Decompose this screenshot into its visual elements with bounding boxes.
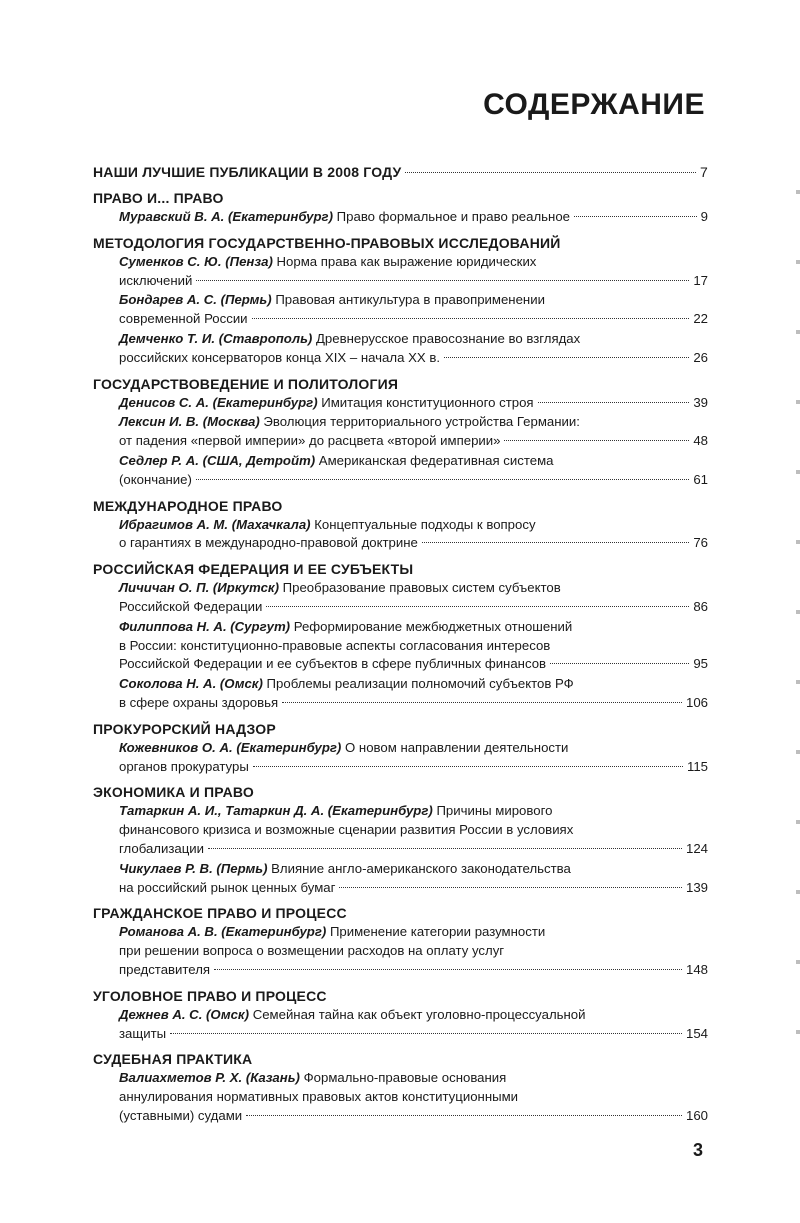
toc-section xyxy=(93,189,708,227)
entry-title-text: Применение категории разумности xyxy=(329,924,546,940)
dot-leader xyxy=(208,848,682,849)
entry-title-text: Преобразование правовых систем субъектов xyxy=(282,580,561,596)
page-ref: 124 xyxy=(685,840,708,856)
entry-title-text: Норма права как выражение юридических xyxy=(276,253,537,269)
toc-section xyxy=(93,1050,708,1125)
entry-text xyxy=(119,676,574,691)
section-heading: ГОСУДАРСТВОВЕДЕНИЕ И ПОЛИТОЛОГИЯ xyxy=(93,375,399,392)
entry-title-text: представителя xyxy=(119,961,211,977)
entry-author: Кожевников О. А. (Екатеринбург) xyxy=(119,739,342,755)
toc-entry xyxy=(119,739,708,777)
toc-entry xyxy=(119,253,708,291)
entry-line xyxy=(119,310,708,329)
entry-text xyxy=(119,740,568,755)
entry-line xyxy=(119,598,708,617)
entry-line xyxy=(119,694,708,713)
entry-title-text: Право формальное и право реальное xyxy=(336,209,570,224)
entry-title-text: на российский рынок ценных бумаг xyxy=(119,879,336,895)
entry-text xyxy=(119,655,546,674)
entry-author: Личичан О. П. (Иркутск) xyxy=(119,580,279,596)
entry-title-text: глобализации xyxy=(119,840,205,856)
toc-section xyxy=(93,163,708,182)
entry-line xyxy=(119,942,708,961)
dot-leader xyxy=(253,766,683,767)
entry-title-text: Российской Федерации и ее субъектов в сфере публичных финансов xyxy=(119,656,547,672)
entry-line xyxy=(119,349,708,368)
entry-line xyxy=(119,330,708,349)
entry-text xyxy=(119,310,248,329)
entry-line xyxy=(119,840,708,859)
entry-title-text: Американская федеративная система xyxy=(318,452,554,468)
entry-title-text: в сфере охраны здоровья xyxy=(119,694,279,710)
entry-line xyxy=(119,208,708,227)
entry-line xyxy=(119,534,708,553)
section-entries xyxy=(93,923,708,979)
section-entries xyxy=(93,394,708,490)
entry-line xyxy=(119,452,708,471)
toc-entry xyxy=(119,1006,708,1044)
entry-line xyxy=(119,1069,708,1088)
page-ref: 115 xyxy=(686,758,708,774)
entry-author: Суменков С. Ю. (Пенза) xyxy=(119,253,273,269)
entry-text xyxy=(119,598,262,617)
entry-text xyxy=(119,254,536,269)
dot-leader xyxy=(339,887,682,888)
entry-author: Муравский В. А. (Екатеринбург) xyxy=(119,209,333,224)
toc-entry xyxy=(119,330,708,368)
toc-section xyxy=(93,560,708,713)
entry-line xyxy=(119,471,708,490)
page-ref: 61 xyxy=(693,471,708,487)
entry-line xyxy=(119,1025,708,1044)
toc-entry xyxy=(119,802,708,858)
section-heading: ПРОКУРОРСКИЙ НАДЗОР xyxy=(93,720,276,737)
entry-line xyxy=(119,1107,708,1126)
entry-text xyxy=(119,840,204,859)
section-heading: СУДЕБНАЯ ПРАКТИКА xyxy=(93,1051,253,1068)
section-heading: ПРАВО И... ПРАВО xyxy=(93,190,224,206)
section-entries xyxy=(93,253,708,368)
dot-leader xyxy=(538,402,690,403)
entry-line xyxy=(119,516,708,535)
entry-line xyxy=(119,637,708,656)
dot-leader xyxy=(214,969,682,970)
entry-author: Дежнев А. С. (Омск) xyxy=(119,1006,250,1022)
entry-text xyxy=(119,208,570,227)
dot-leader xyxy=(282,702,682,703)
page-ref: 48 xyxy=(693,433,708,449)
section-entries xyxy=(93,802,708,897)
toc-entry xyxy=(119,452,708,490)
dot-leader xyxy=(550,663,689,664)
entry-text xyxy=(119,349,440,368)
entry-title-text: Проблемы реализации полномочий субъектов РФ xyxy=(266,676,574,692)
entry-line xyxy=(119,879,708,898)
entry-title-text: (уставными) судами xyxy=(119,1107,243,1123)
section-entries xyxy=(93,208,708,227)
dot-leader xyxy=(422,542,689,543)
toc-entry xyxy=(119,675,708,713)
entry-title-text: О новом направлении деятельности xyxy=(344,739,569,755)
dot-leader xyxy=(196,280,689,281)
toc-entry xyxy=(119,579,708,617)
entry-line xyxy=(119,253,708,272)
entry-line xyxy=(119,923,708,942)
entry-line xyxy=(119,1088,708,1107)
entry-title-text: исключений xyxy=(119,272,193,288)
entry-text xyxy=(119,943,504,958)
dot-leader xyxy=(266,606,689,607)
entry-text xyxy=(119,517,536,532)
entry-author: Бондарев А. С. (Пермь) xyxy=(119,292,272,308)
entry-author: Седлер Р. А. (США, Детройт) xyxy=(119,452,316,468)
toc-entry xyxy=(119,860,708,898)
entry-title-text: Древнерусское правосознание во взглядах xyxy=(315,330,581,346)
section-entries xyxy=(93,739,708,777)
toc-section xyxy=(93,234,708,368)
entry-line xyxy=(119,860,708,879)
entry-author: Валиахметов Р. Х. (Казань) xyxy=(119,1070,300,1086)
page-ref: 106 xyxy=(685,694,708,710)
dot-leader xyxy=(444,357,689,358)
entry-line xyxy=(119,394,708,413)
entry-text xyxy=(119,1107,242,1126)
page-ref: 154 xyxy=(685,1025,708,1041)
toc-entry xyxy=(119,1069,708,1125)
dot-leader xyxy=(574,216,697,217)
entry-text xyxy=(119,534,418,553)
dot-leader xyxy=(504,440,689,441)
entry-text xyxy=(119,694,278,713)
page-ref: 95 xyxy=(693,656,708,672)
entry-author: Лексин И. В. (Москва) xyxy=(119,414,260,430)
entry-text xyxy=(119,414,580,429)
entry-text xyxy=(119,638,550,653)
page-ref: 160 xyxy=(685,1107,708,1123)
entry-author: Ибрагимов А. М. (Махачкала) xyxy=(119,516,311,532)
toc-section xyxy=(93,375,708,490)
entry-text xyxy=(119,432,500,451)
entry-title-text: Причины мирового xyxy=(436,803,553,819)
section-entries xyxy=(93,1006,708,1044)
entry-line xyxy=(119,821,708,840)
entry-title-text: Имитация конституционного строя xyxy=(321,394,534,410)
entry-line xyxy=(119,1006,708,1025)
entry-line xyxy=(119,618,708,637)
entry-title-text: при решении вопроса о возмещении расходов на оплату услуг xyxy=(119,943,505,959)
entry-title-text: о гарантиях в международно-правовой доктрине xyxy=(119,535,418,551)
dot-leader xyxy=(252,318,690,319)
section-heading: УГОЛОВНОЕ ПРАВО И ПРОЦЕСС xyxy=(93,987,327,1004)
entry-text xyxy=(119,961,210,980)
page-title: СОДЕРЖАНИЕ xyxy=(483,88,705,121)
entry-title-text: современной России xyxy=(119,311,248,327)
entry-line xyxy=(119,675,708,694)
section-heading: ЭКОНОМИКА И ПРАВО xyxy=(93,784,254,801)
entry-title-text: (окончание) xyxy=(119,471,192,487)
page-ref: 22 xyxy=(693,311,708,327)
dot-leader xyxy=(246,1115,682,1116)
entry-line xyxy=(119,579,708,598)
entry-author: Татаркин А. И., Татаркин Д. А. (Екатеринбург) xyxy=(119,803,433,819)
entry-text xyxy=(119,1089,518,1104)
section-heading: МЕТОДОЛОГИЯ ГОСУДАРСТВЕННО-ПРАВОВЫХ ИССЛЕДОВАНИЙ xyxy=(93,234,561,251)
entry-text xyxy=(119,1070,506,1085)
section-heading: МЕЖДУНАРОДНОЕ ПРАВО xyxy=(93,497,283,514)
entry-line xyxy=(119,758,708,777)
entry-line xyxy=(119,961,708,980)
entry-title-text: защиты xyxy=(119,1025,167,1041)
entry-title-text: органов прокуратуры xyxy=(119,758,249,774)
entry-title-text: Правовая антикультура в правоприменении xyxy=(275,292,545,308)
entry-text xyxy=(119,924,545,939)
page-ref: 86 xyxy=(693,598,708,614)
entry-line xyxy=(119,655,708,674)
entry-title-text: финансового кризиса и возможные сценарии развития России в условиях xyxy=(119,822,574,838)
toc-entry xyxy=(119,394,708,413)
page-ref: 139 xyxy=(685,879,708,895)
entry-title-text: в России: конституционно-правовые аспекты согласования интересов xyxy=(119,637,551,653)
entry-text xyxy=(119,1007,586,1022)
entry-text xyxy=(119,580,561,595)
section-entries xyxy=(93,1069,708,1125)
entry-title-text: Реформирование межбюджетных отношений xyxy=(293,618,573,634)
entry-text xyxy=(119,1025,166,1044)
page-ref: 76 xyxy=(693,535,708,551)
entry-line xyxy=(119,272,708,291)
entry-author: Романова А. В. (Екатеринбург) xyxy=(119,924,327,940)
toc-entry xyxy=(119,208,708,227)
entry-text xyxy=(119,879,335,898)
entry-line xyxy=(119,739,708,758)
page-number: 3 xyxy=(693,1140,704,1160)
entry-title-text: Эволюция территориального устройства Германии: xyxy=(263,414,580,430)
toc-entry xyxy=(119,618,708,674)
entry-author: Демченко Т. И. (Ставрополь) xyxy=(119,330,313,346)
dot-leader xyxy=(196,479,689,480)
entry-line xyxy=(119,802,708,821)
toc-section xyxy=(93,497,708,554)
entry-author: Денисов С. А. (Екатеринбург) xyxy=(119,394,318,410)
entry-line xyxy=(119,432,708,451)
page-ref: 148 xyxy=(685,961,708,977)
entry-text xyxy=(119,272,192,291)
entry-author: Соколова Н. А. (Омск) xyxy=(119,676,263,692)
toc-entry xyxy=(119,413,708,451)
section-heading: РОССИЙСКАЯ ФЕДЕРАЦИЯ И ЕЕ СУБЪЕКТЫ xyxy=(93,561,414,578)
toc-section xyxy=(93,720,708,777)
entry-title-text: Российской Федерации xyxy=(119,598,263,614)
table-of-contents xyxy=(93,163,708,1133)
entry-text xyxy=(119,758,249,777)
toc-section xyxy=(93,783,708,897)
entry-author: Чикулаев Р. В. (Пермь) xyxy=(119,860,268,876)
entry-line xyxy=(119,291,708,310)
toc-entry xyxy=(119,516,708,554)
entry-text xyxy=(119,292,545,307)
entry-title-text: от падения «первой империи» до расцвета «второй империи» xyxy=(119,433,501,449)
entry-text xyxy=(119,394,534,413)
section-entries xyxy=(93,516,708,554)
page-ref: 7 xyxy=(700,164,708,180)
entry-text xyxy=(119,803,552,818)
section-title: НАШИ ЛУЧШИЕ ПУБЛИКАЦИИ В 2008 ГОДУ xyxy=(93,164,402,180)
entry-title-text: Концептуальные подходы к вопросу xyxy=(314,516,536,532)
page-ref: 39 xyxy=(693,394,708,410)
page-ref: 26 xyxy=(693,349,708,365)
dot-leader xyxy=(405,172,696,173)
entry-text xyxy=(119,471,192,490)
entry-title-text: российских консерваторов конца XIX – начала XX в. xyxy=(119,349,440,365)
entry-text xyxy=(119,619,572,634)
toc-entry xyxy=(119,923,708,979)
page-edge-shadow xyxy=(796,160,800,1060)
dot-leader xyxy=(170,1033,682,1034)
entry-title-text: Формально-правовые основания xyxy=(303,1070,507,1086)
entry-author: Филиппова Н. А. (Сургут) xyxy=(119,618,291,634)
toc-section xyxy=(93,904,708,979)
entry-title-text: Семейная тайна как объект уголовно-процессуальной xyxy=(252,1006,586,1022)
entry-text xyxy=(119,822,573,837)
section-entries xyxy=(93,579,708,713)
entry-text xyxy=(119,331,580,346)
page-ref: 9 xyxy=(700,209,708,224)
entry-line xyxy=(119,413,708,432)
entry-title-text: аннулирования нормативных правовых актов конституционными xyxy=(119,1089,519,1105)
section-heading: ГРАЖДАНСКОЕ ПРАВО И ПРОЦЕСС xyxy=(93,905,347,922)
toc-entry xyxy=(119,291,708,329)
entry-text xyxy=(119,453,553,468)
toc-section xyxy=(93,987,708,1044)
entry-text xyxy=(119,861,571,876)
section-heading xyxy=(93,163,708,182)
entry-title-text: Влияние англо-американского законодательства xyxy=(271,860,571,876)
page-ref: 17 xyxy=(693,272,708,288)
